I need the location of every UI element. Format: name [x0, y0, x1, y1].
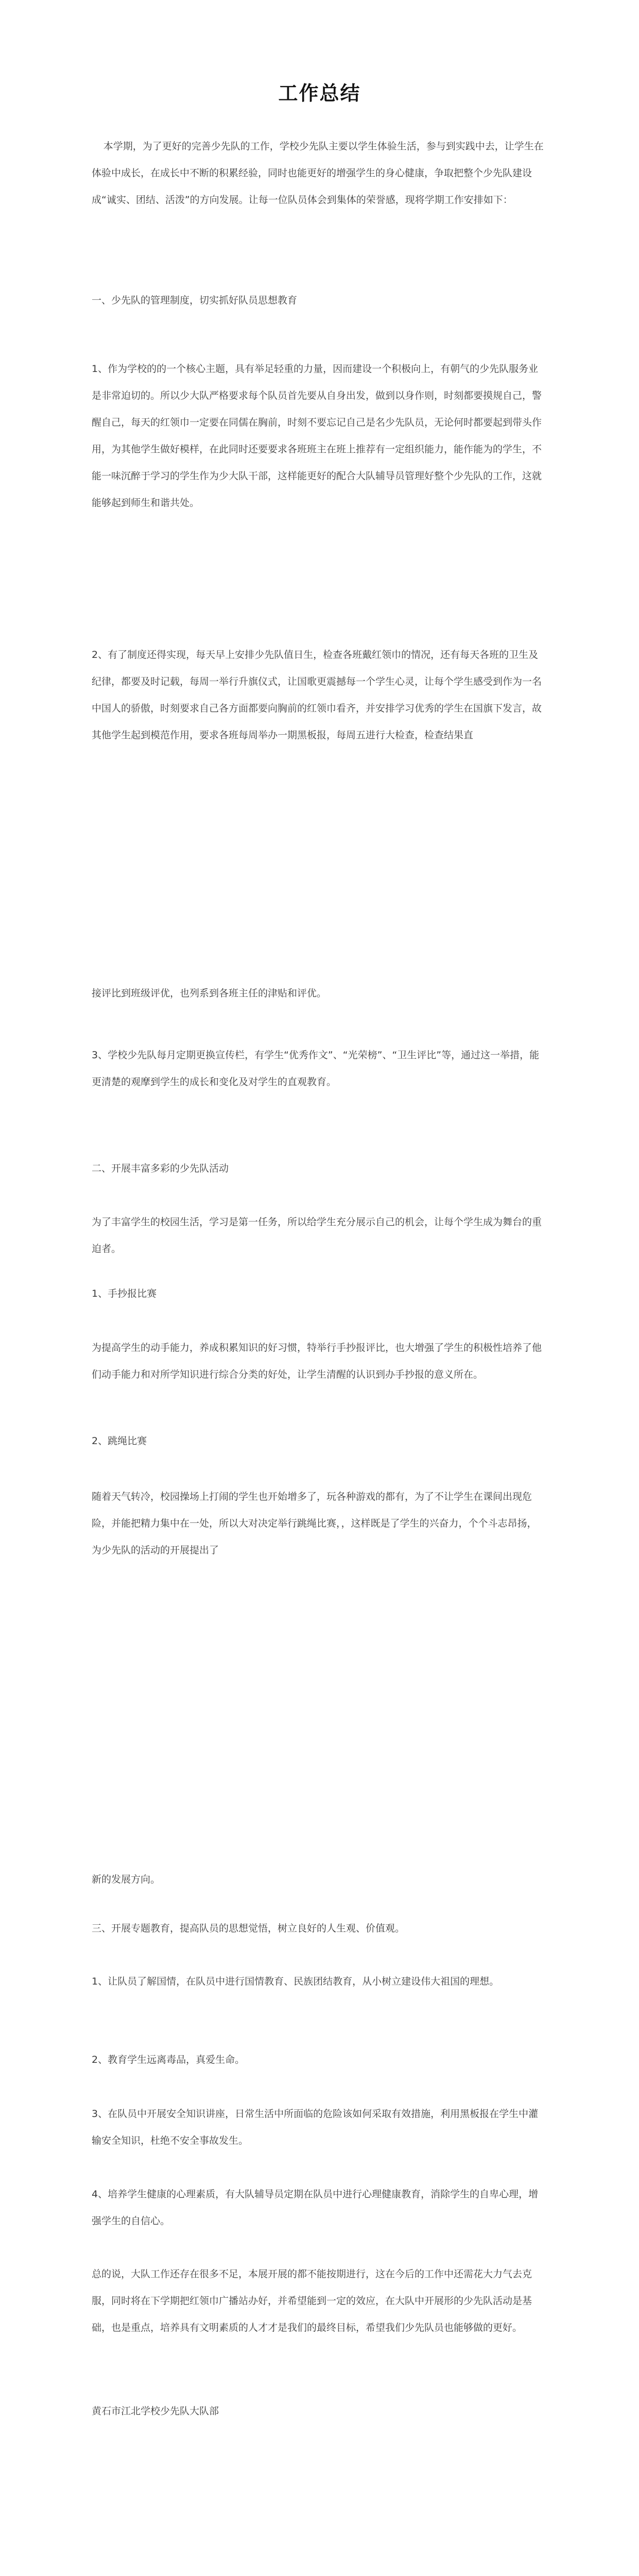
- section-2-sub-2-paragraph: 随着天气转冷，校园操场上打闹的学生也开始增多了，玩各种游戏的都有，为了不让学生在课间出现危险，并能把精力集中在一处，所以大对决定举行跳绳比赛，，这样既是了学生的兴奋力，个个斗志昂扬，为少先队的活动的开展提出了: [92, 1491, 537, 1556]
- section-2-sub-2-heading: 2、跳绳比赛: [92, 1435, 147, 1447]
- document-title: 工作总结: [278, 81, 361, 105]
- section-1-paragraph-1: 1、作为学校的的一个核心主题，具有举足轻重的力量，因而建设一个积极向上，有朝气的少先队服务业是非常迫切的。所以少大队严格要求每个队员首先要从自身出发，做到以身作则，时刻都要摸规自己，警醒自己，每天的红领巾一定要在同儒在胸前，时刻不要忘记自己是名少先队员，无论何时都要起到带头作用，为其他学生做好模样，在此同时还要要求各班班主在班上推荐有一定组织能力，能作能为的学生，不能一味沉醉于学习的学生作为少大队干部，这样能更好的配合大队辅导员管理好整个少先队的工作，这就能够起到师生和谐共处。: [92, 363, 542, 509]
- section-1-paragraph-2-continued: 接评比到班级评优，也列系到各班主任的津贴和评优。: [92, 988, 327, 999]
- section-1-heading: 一、少先队的管理制度，切实抓好队员思想教育: [92, 295, 298, 306]
- intro-paragraph: 本学期，为了更好的完善少先队的工作，学校少先队主要以学生体验生活，参与到实践中去，让学生在体验中成长，在成长中不断的积累经验，同时也能更好的增强学生的身心健康，争取把整个少先队建设成“诚实、团结、活泼”的方向发展。让每一位队员体会到集体的荣誉感，现将学期工作安排如下：: [92, 141, 544, 206]
- section-2-heading: 二、开展丰富多彩的少先队活动: [92, 1163, 229, 1174]
- section-2-sub-1-heading: 1、手抄报比赛: [92, 1288, 157, 1299]
- section-2-sub-1-paragraph: 为提高学生的动手能力，养成积累知识的好习惯，特举行手抄报评比，也大增强了学生的积极性培养了他们动手能力和对所学知识进行综合分类的好处，让学生清醒的认识到办手抄报的意义所在。: [92, 1342, 542, 1380]
- signature: 黄石市江北学校少先队大队部: [92, 2405, 219, 2417]
- section-2-intro: 为了丰富学生的校园生活，学习是第一任务，所以给学生充分展示自己的机会，让每个学生成为舞台的重迫者。: [92, 1216, 542, 1255]
- section-3-paragraph-4: 4、培养学生健康的心理素质，有大队辅导员定期在队员中进行心理健康教育，消除学生的自卑心理，增强学生的自信心。: [92, 2189, 539, 2227]
- section-3-paragraph-3: 3、在队员中开展安全知识讲座，日常生活中所面临的危险该如何采取有效措施，利用黑板报在学生中灌输安全知识，杜绝不安全事故发生。: [92, 2108, 539, 2146]
- section-1-paragraph-2: 2、有了制度还得实现，每天早上安排少先队值日生，检查各班戴红领巾的情况，还有每天各班的卫生及纪律，都要及时记载，每周一举行升旗仪式，让国歌更震撼每一个学生心灵，让每个学生感受到作为一名中国人的骄傲，时刻要求自己各方面都要向胸前的红领巾看齐，并安排学习优秀的学生在国旗下发言，故其他学生起到模范作用，要求各班每周举办一期黑板报，每周五进行大检查，检查结果直: [92, 649, 542, 741]
- section-3-heading: 三、开展专题教育，提高队员的思想觉悟，树立良好的人生观、价值观。: [92, 1923, 405, 1934]
- conclusion-paragraph: 总的说，大队工作还存在很多不足，本展开展的都不能按期进行，这在今后的工作中还需花大力气去克服，同时将在下学期把红领巾广播站办好，并希望能到一定的效应，在大队中开展形的少先队活动是基础，也是重点，培养具有文明素质的人才才是我们的最终目标，希望我们少先队员也能够做的更好。: [92, 2268, 532, 2333]
- section-3-paragraph-1: 1、让队员了解国情，在队员中进行国情教育、民族团结教育，从小树立建设伟大祖国的理想。: [92, 1976, 499, 1987]
- section-2-sub-2-paragraph-continued: 新的发展方向。: [92, 1874, 161, 1885]
- section-1-paragraph-3: 3、学校少先队每月定期更换宣传栏，有学生“优秀作文”、“光荣榜”、“卫生评比”等，通过这一举措，能更清楚的观摩到学生的成长和变化及对学生的直观教育。: [92, 1049, 540, 1088]
- section-3-paragraph-2: 2、教育学生远离毒品，真爱生命。: [92, 2054, 245, 2065]
